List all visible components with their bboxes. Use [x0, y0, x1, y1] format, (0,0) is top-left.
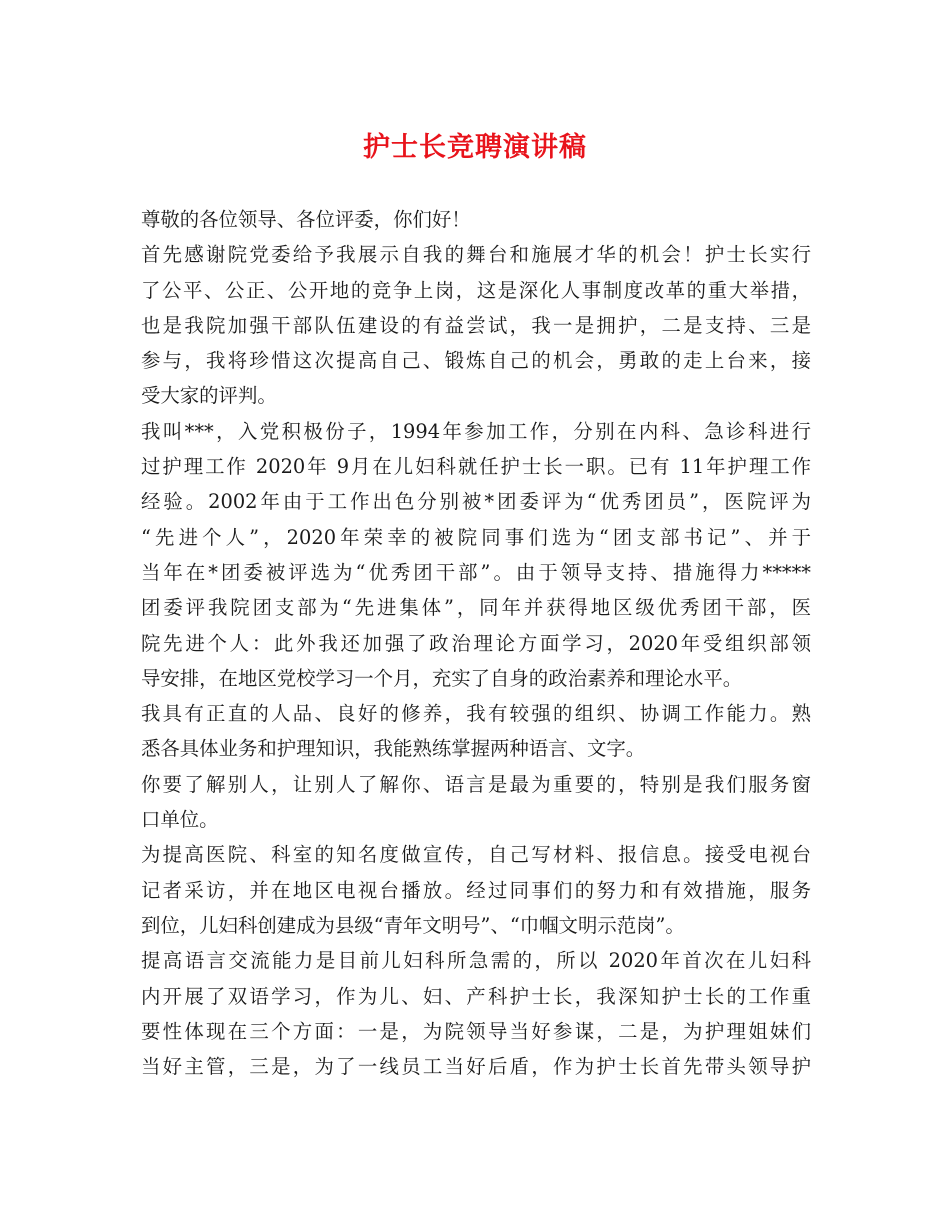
text-line: “先进个人”，2020年荣幸的被院同事们选为“团支部书记”、并于: [141, 525, 811, 549]
text-line: 到位，儿妇科创建成为县级“青年文明号”、“巾帼文明示范岗”。: [141, 913, 685, 937]
text-line: 要性体现在三个方面：一是，为院领导当好参谋，二是，为护理姐妹们: [141, 1019, 811, 1043]
text-line: 当好主管，三是，为了一线员工当好后盾，作为护士长首先带头领导护: [141, 1055, 811, 1079]
text-line: 你要了解别人，让别人了解你、语言是最为重要的，特别是我们服务窗: [141, 772, 811, 796]
text-line: 首先感谢院党委给予我展示自我的舞台和施展才华的机会！护士长实行: [141, 243, 811, 267]
text-line: 院先进个人：此外我还加强了政治理论方面学习，2020年受组织部领: [141, 631, 811, 655]
text-line: 也是我院加强干部队伍建设的有益尝试，我一是拥护，二是支持、三是: [141, 313, 811, 337]
text-line: 提高语言交流能力是目前儿妇科所急需的，所以 2020年首次在儿妇科: [141, 949, 811, 973]
text-line: 悉各具体业务和护理知识，我能熟练掌握两种语言、文字。: [141, 737, 646, 761]
text-line: 为提高医院、科室的知名度做宣传，自己写材料、报信息。接受电视台: [141, 843, 811, 867]
text-line: 受大家的评判。: [141, 384, 277, 408]
document-body: [141, 202, 811, 1084]
text-line: 当年在*团委被评选为“优秀团干部”。由于领导支持、措施得力*****: [141, 560, 811, 584]
text-line: 经验。2002年由于工作出色分别被*团委评为“优秀团员”，医院评为: [141, 490, 811, 514]
text-line: 口单位。: [141, 808, 219, 832]
text-line: 团委评我院团支部为“先进集体”，同年并获得地区级优秀团干部，医: [141, 596, 811, 620]
document-title: 护士长竞聘演讲稿: [363, 132, 587, 163]
text-line: 记者采访，并在地区电视台播放。经过同事们的努力和有效措施，服务: [141, 878, 811, 902]
text-line: 尊敬的各位领导、各位评委，你们好！: [141, 208, 471, 231]
text-line: 了公平、公正、公开地的竞争上岗，这是深化人事制度改革的重大举措，: [141, 278, 811, 302]
text-line: 我叫***，入党积极份子，1994年参加工作，分别在内科、急诊科进行: [141, 419, 811, 443]
text-line: 过护理工作 2020年 9月在儿妇科就任护士长一职。已有 11年护理工作: [141, 455, 811, 479]
text-line: 我具有正直的人品、良好的修养，我有较强的组织、协调工作能力。熟: [141, 702, 811, 726]
text-line: 导安排，在地区党校学习一个月，充实了自身的政治素养和理论水平。: [141, 666, 743, 690]
text-line: 内开展了双语学习，作为儿、妇、产科护士长，我深知护士长的工作重: [141, 984, 811, 1008]
text-line: 参与，我将珍惜这次提高自己、锻炼自己的机会，勇敢的走上台来，接: [141, 349, 811, 373]
